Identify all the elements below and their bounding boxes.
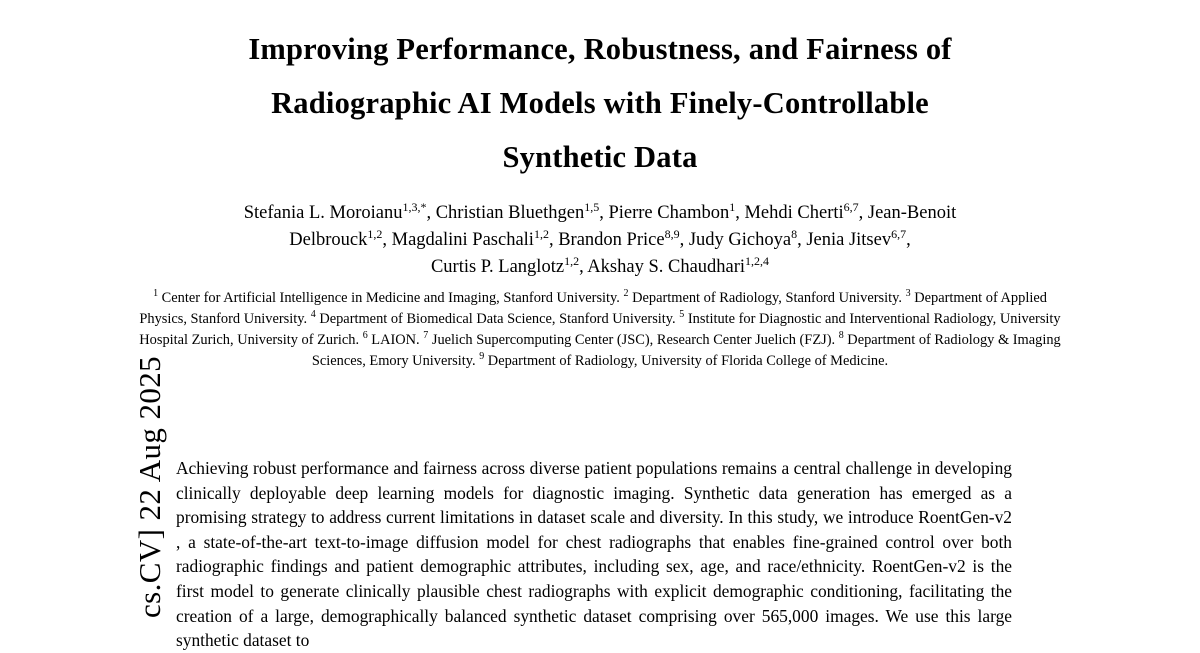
title-line-2: Radiographic AI Models with Finely-Controllable xyxy=(271,86,929,120)
arxiv-stamp-text: cs.CV] 22 Aug 2025 xyxy=(132,355,167,618)
arxiv-stamp xyxy=(0,0,167,648)
author-line-1: Stefania L. Moroianu$^{1,3,*}$, Christian Bluethgen$^{1,5}$, Pierre Chambon$^1$, Mehdi Cherti$^{6,7}$, Jean-Benoit xyxy=(243,199,957,223)
page-title xyxy=(130,22,1070,184)
author-line-2: Delbrouck$^{1,2}$, Magdalini Paschali$^{1,2}$, Brandon Price$^{8,9}$, Judy Gichoya$^8$, Jenia Jitsev$^{6,7}$, xyxy=(289,226,911,250)
title-line-1: Improving Performance, Robustness, and Fairness of xyxy=(248,32,952,66)
author-line-3: Curtis P. Langlotz$^{1,2}$, Akshay S. Chaudhari$^{1,2,4}$ xyxy=(430,253,770,277)
title-line-3: Synthetic Data xyxy=(502,140,698,174)
affiliation-list: $^1$ Center for Artificial Intelligence in Medicine and Imaging, Stanford University. $^2$ Department of Radiology, Stanford University. $^3$ Department of Applied Physics, Stanford University. $^4$ Department of Biomedical Data Science, Stanford University. $^5$ Institute for Diagnostic and Interventional Radiology, University Hospital Zurich, University of Zurich. $^6$ LAION. $^7$ Juelich Supercomputing Center (JSC), Research Center Juelich (FZJ). $^8$ Department of Radiology & Imaging Sciences, Emory University. $^9$ Department of Radiology, University of Florida College of Medicine. xyxy=(139,288,1061,369)
author-list xyxy=(120,200,1080,281)
abstract-text: Achieving robust performance and fairness across diverse patient populations remains a central challenge in developing clinically deployable deep learning models for diagnostic imaging. Synthetic data generation has emerged as a promising strategy to address current limitations in dataset scale and diversity. In this study, we introduce RoentGen-v2 , a state-of-the-art text-to-image diffusion model for chest radiographs that enables fine-grained control over both radiographic findings and patient demographic attributes, including sex, age, and race/ethnicity. RoentGen-v2 is the first model to generate clinically plausible chest radiographs with explicit demographic conditioning, facilitating the creation of a large, demographically balanced synthetic dataset comprising over 565,000 images. We use this large synthetic dataset to xyxy=(176,458,1012,651)
